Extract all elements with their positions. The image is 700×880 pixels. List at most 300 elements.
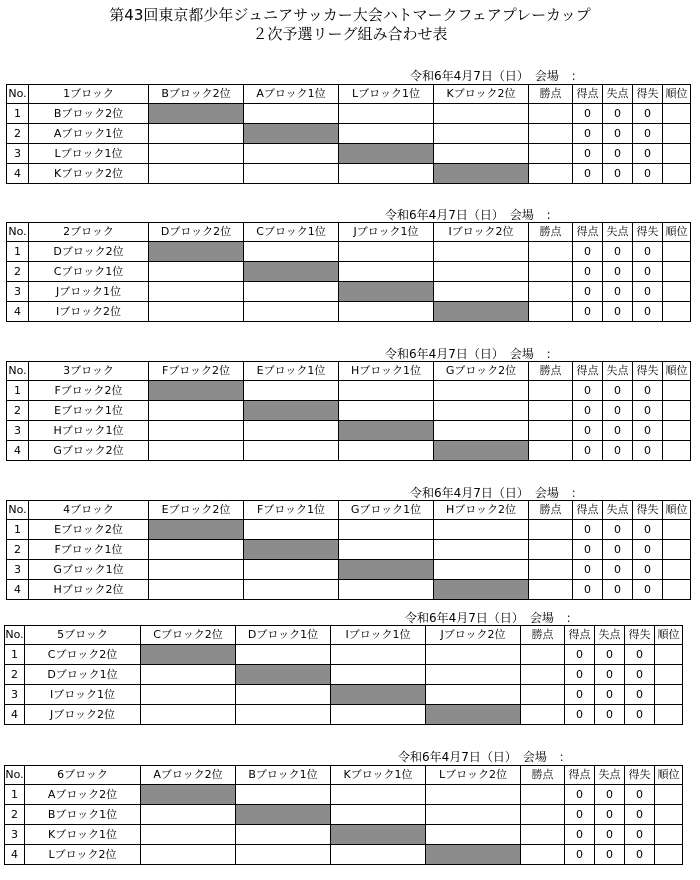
header-block-name: 6ブロック <box>25 766 141 785</box>
row-team-name: Iブロック2位 <box>29 302 149 322</box>
result-cell <box>331 645 426 665</box>
header-goals-for: 得点 <box>565 766 595 785</box>
result-cell <box>434 104 529 124</box>
row-team-name: Cブロック1位 <box>29 262 149 282</box>
row-number: 3 <box>7 144 29 164</box>
row-team-name: Cブロック2位 <box>25 645 141 665</box>
goal-diff-cell: 0 <box>633 164 663 184</box>
row-number: 2 <box>7 262 29 282</box>
result-cell-self <box>331 685 426 705</box>
result-cell-self <box>434 302 529 322</box>
header-win-points: 勝点 <box>529 501 573 520</box>
row-number: 4 <box>5 845 25 865</box>
header-team: Jブロック1位 <box>339 223 434 242</box>
win-points-cell <box>529 242 573 262</box>
league-table <box>4 625 683 725</box>
goals-against-cell: 0 <box>603 144 633 164</box>
goals-for-cell: 0 <box>565 645 595 665</box>
goals-for-cell: 0 <box>573 242 603 262</box>
header-team: Aブロック2位 <box>141 766 236 785</box>
header-win-points: 勝点 <box>529 362 573 381</box>
goal-diff-cell: 0 <box>633 242 663 262</box>
row-number: 1 <box>7 242 29 262</box>
result-cell <box>339 381 434 401</box>
result-cell <box>149 164 244 184</box>
result-cell <box>244 104 339 124</box>
header-no: No. <box>5 626 25 645</box>
result-cell-self <box>426 705 521 725</box>
header-win-points: 勝点 <box>529 223 573 242</box>
header-team: Bブロック2位 <box>149 85 244 104</box>
rank-cell <box>663 164 691 184</box>
goal-diff-cell: 0 <box>633 441 663 461</box>
table-row <box>7 520 691 540</box>
table-row <box>7 580 691 600</box>
goals-for-cell: 0 <box>565 845 595 865</box>
row-number: 1 <box>5 645 25 665</box>
goal-diff-cell: 0 <box>625 665 655 685</box>
result-cell <box>434 242 529 262</box>
header-win-points: 勝点 <box>529 85 573 104</box>
row-number: 4 <box>7 302 29 322</box>
result-cell <box>339 520 434 540</box>
result-cell <box>434 262 529 282</box>
result-cell <box>149 441 244 461</box>
match-date-venue: 令和6年4月7日（日） 会場 ： <box>410 69 583 83</box>
goal-diff-cell: 0 <box>633 262 663 282</box>
goals-for-cell: 0 <box>573 401 603 421</box>
goals-for-cell: 0 <box>573 381 603 401</box>
row-team-name: Kブロック1位 <box>25 825 141 845</box>
result-cell <box>244 560 339 580</box>
header-team: Cブロック1位 <box>244 223 339 242</box>
result-cell <box>141 825 236 845</box>
result-cell <box>236 685 331 705</box>
header-goals-for: 得点 <box>565 626 595 645</box>
header-team: Gブロック1位 <box>339 501 434 520</box>
result-cell <box>434 401 529 421</box>
goals-against-cell: 0 <box>603 381 633 401</box>
goals-against-cell: 0 <box>603 282 633 302</box>
row-team-name: Bブロック2位 <box>29 104 149 124</box>
header-goal-diff: 得失 <box>625 766 655 785</box>
rank-cell <box>663 262 691 282</box>
header-team: Iブロック1位 <box>331 626 426 645</box>
result-cell-self <box>236 805 331 825</box>
result-cell-self <box>149 520 244 540</box>
row-number: 4 <box>7 580 29 600</box>
header-goals-for: 得点 <box>573 223 603 242</box>
result-cell <box>244 520 339 540</box>
win-points-cell <box>529 282 573 302</box>
page-title: 第43回東京都少年ジュニアサッカー大会ハトマークフェアプレーカップ <box>109 6 591 24</box>
goal-diff-cell: 0 <box>633 421 663 441</box>
result-cell-self <box>141 645 236 665</box>
result-cell <box>339 540 434 560</box>
result-cell <box>331 665 426 685</box>
table-row <box>7 401 691 421</box>
row-team-name: Gブロック1位 <box>29 560 149 580</box>
header-goal-diff: 得失 <box>633 85 663 104</box>
header-team: Iブロック2位 <box>434 223 529 242</box>
goals-against-cell: 0 <box>595 685 625 705</box>
goal-diff-cell: 0 <box>633 302 663 322</box>
win-points-cell <box>529 580 573 600</box>
goals-for-cell: 0 <box>565 685 595 705</box>
win-points-cell <box>529 421 573 441</box>
header-no: No. <box>5 766 25 785</box>
header-team: Aブロック1位 <box>244 85 339 104</box>
win-points-cell <box>529 104 573 124</box>
row-number: 4 <box>7 164 29 184</box>
header-rank: 順位 <box>663 223 691 242</box>
rank-cell <box>655 665 683 685</box>
goals-against-cell: 0 <box>603 262 633 282</box>
header-no: No. <box>7 85 29 104</box>
header-rank: 順位 <box>663 85 691 104</box>
goals-against-cell: 0 <box>603 520 633 540</box>
header-no: No. <box>7 501 29 520</box>
rank-cell <box>663 421 691 441</box>
goals-against-cell: 0 <box>603 104 633 124</box>
row-team-name: Fブロック2位 <box>29 381 149 401</box>
match-date-venue: 令和6年4月7日（日） 会場 ： <box>398 750 571 764</box>
result-cell-self <box>339 560 434 580</box>
result-cell <box>426 685 521 705</box>
goals-against-cell: 0 <box>595 845 625 865</box>
result-cell-self <box>339 421 434 441</box>
result-cell <box>149 282 244 302</box>
table-row <box>5 665 683 685</box>
row-number: 2 <box>5 805 25 825</box>
result-cell <box>244 282 339 302</box>
row-number: 4 <box>5 705 25 725</box>
result-cell <box>141 805 236 825</box>
row-number: 2 <box>7 401 29 421</box>
table-row <box>7 242 691 262</box>
match-date-venue: 令和6年4月7日（日） 会場 ： <box>405 611 578 625</box>
result-cell-self <box>244 540 339 560</box>
row-number: 4 <box>7 441 29 461</box>
rank-cell <box>655 845 683 865</box>
header-goals-against: 失点 <box>595 766 625 785</box>
header-team: Fブロック1位 <box>244 501 339 520</box>
result-cell-self <box>331 825 426 845</box>
header-team: Hブロック1位 <box>339 362 434 381</box>
goal-diff-cell: 0 <box>633 560 663 580</box>
result-cell <box>434 540 529 560</box>
win-points-cell <box>529 164 573 184</box>
result-cell <box>149 560 244 580</box>
win-points-cell <box>529 124 573 144</box>
goals-for-cell: 0 <box>573 104 603 124</box>
result-cell <box>244 164 339 184</box>
goal-diff-cell: 0 <box>633 104 663 124</box>
goals-against-cell: 0 <box>603 124 633 144</box>
table-row <box>7 282 691 302</box>
header-rank: 順位 <box>663 362 691 381</box>
table-row <box>7 164 691 184</box>
header-team: Kブロック2位 <box>434 85 529 104</box>
row-team-name: Aブロック2位 <box>25 785 141 805</box>
row-team-name: Fブロック1位 <box>29 540 149 560</box>
result-cell <box>331 785 426 805</box>
header-team: Dブロック2位 <box>149 223 244 242</box>
table-row <box>5 845 683 865</box>
result-cell <box>141 705 236 725</box>
goals-against-cell: 0 <box>595 705 625 725</box>
header-goals-against: 失点 <box>603 85 633 104</box>
row-team-name: Eブロック2位 <box>29 520 149 540</box>
result-cell <box>339 401 434 421</box>
table-row <box>5 705 683 725</box>
league-table <box>6 500 691 600</box>
header-goal-diff: 得失 <box>633 362 663 381</box>
rank-cell <box>663 144 691 164</box>
result-cell-self <box>434 441 529 461</box>
win-points-cell <box>521 705 565 725</box>
rank-cell <box>655 805 683 825</box>
row-number: 1 <box>5 785 25 805</box>
rank-cell <box>663 282 691 302</box>
league-table <box>4 765 683 865</box>
rank-cell <box>663 104 691 124</box>
header-team: Bブロック1位 <box>236 766 331 785</box>
goals-against-cell: 0 <box>603 441 633 461</box>
goal-diff-cell: 0 <box>633 144 663 164</box>
goal-diff-cell: 0 <box>625 845 655 865</box>
row-team-name: Bブロック1位 <box>25 805 141 825</box>
header-team: Lブロック2位 <box>426 766 521 785</box>
rank-cell <box>663 580 691 600</box>
header-goal-diff: 得失 <box>633 223 663 242</box>
result-cell-self <box>339 282 434 302</box>
header-team: Hブロック2位 <box>434 501 529 520</box>
result-cell <box>434 124 529 144</box>
goals-against-cell: 0 <box>603 540 633 560</box>
result-cell-self <box>141 785 236 805</box>
goal-diff-cell: 0 <box>625 825 655 845</box>
header-team: Eブロック2位 <box>149 501 244 520</box>
rank-cell <box>663 302 691 322</box>
win-points-cell <box>529 381 573 401</box>
goals-for-cell: 0 <box>573 282 603 302</box>
header-win-points: 勝点 <box>521 626 565 645</box>
result-cell <box>339 124 434 144</box>
result-cell <box>236 845 331 865</box>
table-row <box>7 560 691 580</box>
result-cell <box>236 825 331 845</box>
rank-cell <box>655 705 683 725</box>
result-cell <box>331 805 426 825</box>
goal-diff-cell: 0 <box>625 705 655 725</box>
header-team: Eブロック1位 <box>244 362 339 381</box>
header-goals-for: 得点 <box>573 85 603 104</box>
result-cell <box>236 785 331 805</box>
rank-cell <box>663 401 691 421</box>
result-cell-self <box>149 242 244 262</box>
table-row <box>7 124 691 144</box>
result-cell <box>149 580 244 600</box>
row-number: 3 <box>5 685 25 705</box>
rank-cell <box>655 645 683 665</box>
result-cell <box>149 302 244 322</box>
row-number: 2 <box>7 124 29 144</box>
goals-for-cell: 0 <box>573 421 603 441</box>
result-cell <box>434 421 529 441</box>
header-goal-diff: 得失 <box>633 501 663 520</box>
row-number: 3 <box>5 825 25 845</box>
result-cell <box>434 282 529 302</box>
header-team: Fブロック2位 <box>149 362 244 381</box>
header-block-name: 2ブロック <box>29 223 149 242</box>
table-row <box>7 144 691 164</box>
result-cell <box>339 580 434 600</box>
result-cell <box>149 540 244 560</box>
result-cell <box>236 645 331 665</box>
goals-against-cell: 0 <box>595 665 625 685</box>
goal-diff-cell: 0 <box>625 685 655 705</box>
result-cell <box>434 560 529 580</box>
row-team-name: Lブロック2位 <box>25 845 141 865</box>
result-cell-self <box>244 401 339 421</box>
header-block-name: 4ブロック <box>29 501 149 520</box>
win-points-cell <box>521 805 565 825</box>
result-cell-self <box>149 104 244 124</box>
header-team: Jブロック2位 <box>426 626 521 645</box>
header-goals-for: 得点 <box>573 501 603 520</box>
win-points-cell <box>521 665 565 685</box>
result-cell-self <box>434 580 529 600</box>
row-number: 2 <box>5 665 25 685</box>
row-team-name: Aブロック1位 <box>29 124 149 144</box>
header-win-points: 勝点 <box>521 766 565 785</box>
header-team: Gブロック2位 <box>434 362 529 381</box>
goal-diff-cell: 0 <box>633 381 663 401</box>
win-points-cell <box>529 262 573 282</box>
table-row <box>7 104 691 124</box>
table-row <box>5 805 683 825</box>
table-row <box>5 785 683 805</box>
result-cell <box>339 441 434 461</box>
rank-cell <box>655 785 683 805</box>
goals-against-cell: 0 <box>595 805 625 825</box>
row-team-name: Hブロック1位 <box>29 421 149 441</box>
result-cell <box>141 685 236 705</box>
goals-for-cell: 0 <box>573 520 603 540</box>
rank-cell <box>663 540 691 560</box>
result-cell <box>339 262 434 282</box>
goals-for-cell: 0 <box>565 705 595 725</box>
goal-diff-cell: 0 <box>633 520 663 540</box>
header-block-name: 5ブロック <box>25 626 141 645</box>
win-points-cell <box>521 785 565 805</box>
result-cell <box>339 242 434 262</box>
header-rank: 順位 <box>655 766 683 785</box>
table-row <box>5 685 683 705</box>
result-cell <box>426 805 521 825</box>
goals-against-cell: 0 <box>603 401 633 421</box>
goals-against-cell: 0 <box>603 560 633 580</box>
header-block-name: 3ブロック <box>29 362 149 381</box>
table-row <box>7 262 691 282</box>
row-number: 1 <box>7 520 29 540</box>
result-cell-self <box>236 665 331 685</box>
header-goals-against: 失点 <box>603 501 633 520</box>
goal-diff-cell: 0 <box>633 401 663 421</box>
rank-cell <box>655 825 683 845</box>
goals-for-cell: 0 <box>565 785 595 805</box>
row-team-name: Jブロック1位 <box>29 282 149 302</box>
header-goals-against: 失点 <box>603 223 633 242</box>
goal-diff-cell: 0 <box>633 540 663 560</box>
win-points-cell <box>529 441 573 461</box>
header-goals-for: 得点 <box>573 362 603 381</box>
row-team-name: Jブロック2位 <box>25 705 141 725</box>
row-number: 3 <box>7 560 29 580</box>
result-cell <box>244 381 339 401</box>
rank-cell <box>655 685 683 705</box>
win-points-cell <box>521 685 565 705</box>
goal-diff-cell: 0 <box>625 805 655 825</box>
result-cell-self <box>149 381 244 401</box>
header-goal-diff: 得失 <box>625 626 655 645</box>
match-date-venue: 令和6年4月7日（日） 会場 ： <box>385 208 558 222</box>
header-rank: 順位 <box>655 626 683 645</box>
win-points-cell <box>521 645 565 665</box>
row-number: 1 <box>7 104 29 124</box>
row-number: 1 <box>7 381 29 401</box>
result-cell-self <box>244 124 339 144</box>
league-table <box>6 84 691 184</box>
table-row <box>7 421 691 441</box>
result-cell <box>244 144 339 164</box>
row-number: 2 <box>7 540 29 560</box>
goals-for-cell: 0 <box>565 825 595 845</box>
table-row <box>5 645 683 665</box>
result-cell <box>149 401 244 421</box>
win-points-cell <box>521 845 565 865</box>
goals-against-cell: 0 <box>603 421 633 441</box>
rank-cell <box>663 124 691 144</box>
header-team: Dブロック1位 <box>236 626 331 645</box>
goals-for-cell: 0 <box>573 164 603 184</box>
result-cell <box>244 580 339 600</box>
result-cell <box>434 144 529 164</box>
win-points-cell <box>529 520 573 540</box>
result-cell <box>244 242 339 262</box>
header-team: Lブロック1位 <box>339 85 434 104</box>
result-cell-self <box>244 262 339 282</box>
league-table <box>6 361 691 461</box>
result-cell <box>339 164 434 184</box>
table-row <box>7 540 691 560</box>
win-points-cell <box>529 401 573 421</box>
goals-against-cell: 0 <box>603 302 633 322</box>
goals-for-cell: 0 <box>573 560 603 580</box>
result-cell <box>426 645 521 665</box>
result-cell <box>141 845 236 865</box>
rank-cell <box>663 560 691 580</box>
goals-for-cell: 0 <box>565 805 595 825</box>
goals-against-cell: 0 <box>603 164 633 184</box>
goals-for-cell: 0 <box>565 665 595 685</box>
result-cell <box>426 665 521 685</box>
result-cell <box>331 705 426 725</box>
row-team-name: Kブロック2位 <box>29 164 149 184</box>
result-cell <box>244 302 339 322</box>
win-points-cell <box>529 540 573 560</box>
